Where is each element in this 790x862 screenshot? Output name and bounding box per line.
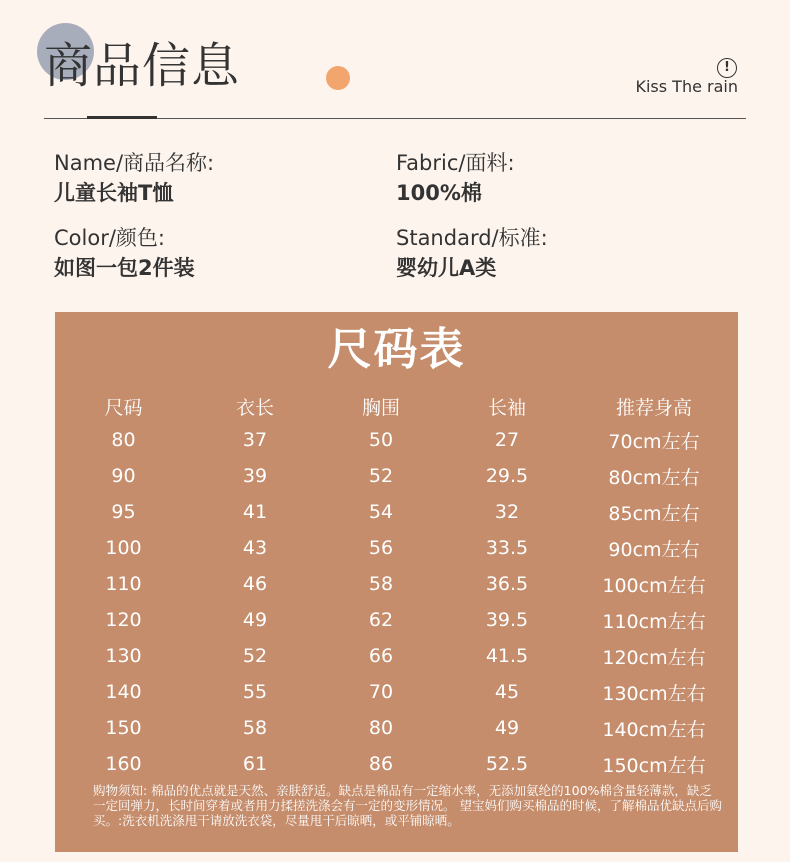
table-cell: 80 [111, 429, 136, 451]
table-row [55, 674, 738, 710]
table-cell: 120cm左右 [602, 646, 706, 669]
page-title: 商品信息 [44, 38, 241, 94]
table-cell: 150cm左右 [602, 754, 706, 777]
table-cell: 50 [368, 429, 394, 451]
table-cell: 70 [368, 681, 394, 703]
exclamation-icon: ! [717, 58, 737, 78]
size-table [55, 390, 738, 782]
table-cell: 150 [105, 717, 142, 739]
table-row [55, 566, 738, 602]
shopping-notice: 购物须知: 棉品的优点就是天然、亲肤舒适。缺点是棉品有一定缩水率，无添加氨纶的100%棉含量轻薄款，缺乏一定回弹力，长时间穿着或者用力揉搓洗涤会有一定的变形情况。 望宝妈们购买棉品的时候，了解棉品优缺点后购买。:洗衣机洗涤甩干请放洗衣袋，尽量甩干后晾晒，或平铺晾晒。 [93, 783, 722, 828]
fabric-label: Fabric/面料: [396, 151, 515, 175]
table-cell: 36.5 [485, 573, 529, 595]
name-value: 儿童长袖T恤 [54, 181, 174, 205]
table-cell: 90cm左右 [608, 538, 700, 561]
decorative-orange-circle [326, 66, 350, 90]
color-value: 如图一包2件装 [54, 256, 195, 280]
table-cell: 140 [105, 681, 142, 703]
header-size: 尺码 [104, 396, 143, 419]
table-cell: 58 [368, 573, 394, 595]
table-cell: 100cm左右 [602, 574, 706, 597]
table-cell: 54 [368, 501, 394, 523]
table-cell: 61 [242, 753, 268, 775]
header-height: 推荐身高 [615, 396, 692, 419]
table-row [55, 746, 738, 782]
table-cell: 37 [242, 429, 268, 451]
table-cell: 46 [242, 573, 268, 595]
table-cell: 95 [111, 501, 136, 523]
header-divider-accent [87, 116, 157, 119]
table-row [55, 458, 738, 494]
table-cell: 70cm左右 [608, 430, 700, 453]
table-cell: 52.5 [485, 753, 529, 775]
table-cell: 29.5 [485, 465, 529, 487]
table-cell: 49 [242, 609, 268, 631]
table-cell: 27 [494, 429, 520, 451]
table-row [55, 710, 738, 746]
table-cell: 56 [368, 537, 394, 559]
table-cell: 33.5 [485, 537, 529, 559]
table-row [55, 422, 738, 458]
table-cell: 58 [242, 717, 268, 739]
header-length: 衣长 [235, 396, 274, 419]
table-cell: 140cm左右 [602, 718, 706, 741]
table-cell: 52 [368, 465, 394, 487]
table-row [55, 602, 738, 638]
table-row [55, 638, 738, 674]
table-cell: 39 [242, 465, 268, 487]
table-cell: 90 [111, 465, 136, 487]
table-cell: 39.5 [485, 609, 529, 631]
table-row [55, 530, 738, 566]
color-label: Color/颜色: [54, 226, 165, 250]
table-row [55, 494, 738, 530]
table-cell: 120 [105, 609, 142, 631]
table-cell: 41.5 [485, 645, 529, 667]
header-sleeve: 长袖 [487, 396, 526, 419]
fabric-value: 100%棉 [396, 181, 482, 205]
brand-name: Kiss The rain [635, 77, 738, 96]
standard-value: 婴幼儿A类 [396, 256, 497, 280]
table-cell: 45 [494, 681, 520, 703]
size-chart-panel [55, 312, 738, 852]
table-cell: 130cm左右 [602, 682, 706, 705]
table-cell: 100 [105, 537, 142, 559]
table-cell: 32 [494, 501, 520, 523]
table-cell: 52 [242, 645, 268, 667]
table-cell: 160 [105, 753, 142, 775]
header-chest: 胸围 [361, 396, 400, 419]
table-cell: 62 [368, 609, 394, 631]
name-label: Name/商品名称: [54, 151, 215, 175]
table-cell: 43 [242, 537, 268, 559]
table-cell: 80 [368, 717, 394, 739]
standard-label: Standard/标准: [396, 226, 548, 250]
table-cell: 80cm左右 [608, 466, 700, 489]
table-cell: 86 [368, 753, 394, 775]
size-chart-title: 尺码表 [327, 324, 466, 375]
table-cell: 110cm左右 [602, 610, 706, 633]
size-table-header [55, 390, 738, 422]
table-cell: 66 [368, 645, 394, 667]
table-cell: 41 [242, 501, 268, 523]
table-cell: 130 [105, 645, 142, 667]
table-cell: 110 [105, 573, 142, 595]
table-cell: 55 [242, 681, 268, 703]
table-cell: 49 [494, 717, 520, 739]
table-cell: 85cm左右 [608, 502, 700, 525]
